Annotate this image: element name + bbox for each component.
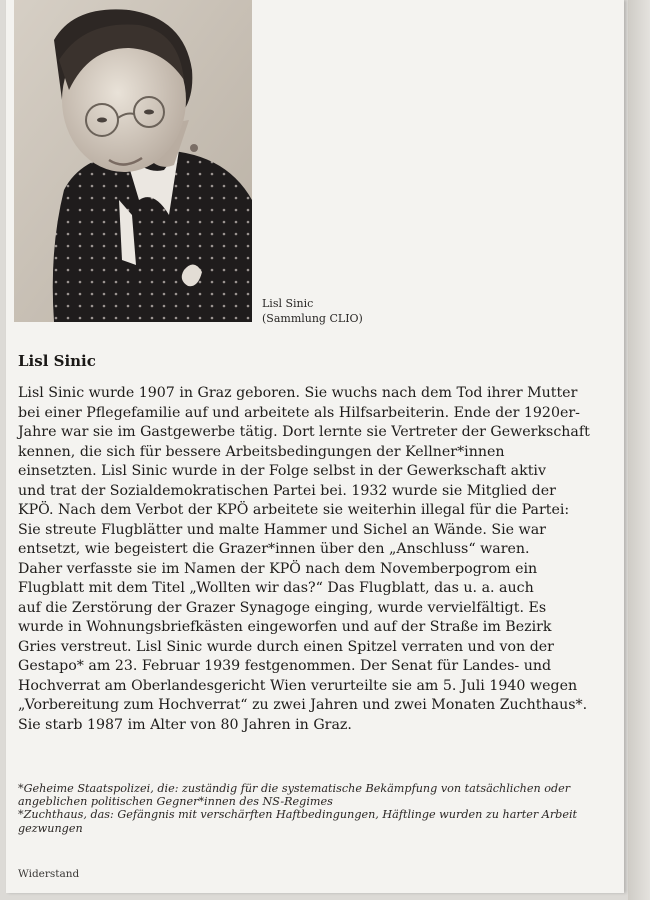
text-line: Sie streute Flugblätter und malte Hammer und Sichel an Wände. Sie war — [18, 521, 546, 538]
text-line: Daher verfasste sie im Namen der KPÖ nach dem Novemberpogrom ein — [18, 560, 538, 577]
text-line: entsetzt, wie begeistert die Grazer*innen über den „Anschluss“ waren. — [18, 541, 530, 557]
text-line: bei einer Pflegefamilie auf und arbeitete als Hilfsarbeiterin. Ende der 1920er- — [18, 404, 580, 421]
section-label: Widerstand — [18, 868, 80, 880]
text-line: Sie starb 1987 im Alter von 80 Jahren in Graz. — [18, 716, 352, 733]
text-line: auf die Zerstörung der Grazer Synagoge einging, wurde vervielfältigt. Es — [18, 599, 547, 616]
footnote-line: *Geheime Staatspolizei, die: zuständig für die systematische Bekämpfung von tatsächlichen oder — [18, 782, 571, 795]
biography-heading: Lisl Sinic — [18, 352, 96, 370]
portrait-photo — [14, 0, 252, 322]
footnote-line: *Zuchthaus, das: Gefängnis mit verschärften Haftbedingungen, Häftlinge wurden zu harter Arbeit — [18, 808, 578, 822]
text-line: und trat der Sozialdemokratischen Partei bei. 1932 wurde sie Mitglied der — [18, 482, 556, 499]
text-line: Gries verstreut. Lisl Sinic wurde durch einen Spitzel verraten und von der — [18, 638, 554, 655]
text-line: KPÖ. Nach dem Verbot der KPÖ arbeitete sie weiterhin illegal für die Partei: — [18, 502, 570, 518]
wall-edge — [628, 0, 650, 900]
text-line: Gestapo* am 23. Februar 1939 festgenommen. Der Senat für Landes- und — [18, 658, 552, 674]
text-line: wurde in Wohnungsbriefkästen eingeworfen und auf der Straße im Bezirk — [18, 619, 552, 635]
text-line: Lisl Sinic wurde 1907 in Graz geboren. Sie wuchs nach dem Tod ihrer Mutter — [18, 385, 578, 401]
biography-text — [18, 384, 618, 735]
photo-caption — [262, 296, 363, 326]
footnote-line: angeblichen politischen Gegner*innen des NS-Regimes — [18, 795, 333, 809]
portrait-illustration — [14, 0, 252, 322]
text-line: Flugblatt mit dem Titel „Wollten wir das?“ Das Flugblatt, das u. a. auch — [18, 580, 534, 596]
text-line: kennen, die sich für bessere Arbeitsbedingungen der Kellner*innen — [18, 443, 505, 460]
caption-source: (Sammlung CLIO) — [262, 312, 363, 325]
text-line: einsetzten. Lisl Sinic wurde in der Folge selbst in der Gewerkschaft aktiv — [18, 463, 546, 479]
text-line: Jahre war sie im Gastgewerbe tätig. Dort lernte sie Vertreter der Gewerkschaft — [18, 424, 590, 440]
footnotes — [18, 782, 618, 835]
text-line: „Vorbereitung zum Hochverrat“ zu zwei Jahren und zwei Monaten Zuchthaus*. — [18, 697, 588, 713]
caption-name: Lisl Sinic — [262, 297, 314, 310]
text-line: Hochverrat am Oberlandesgericht Wien verurteilte sie am 5. Juli 1940 wegen — [18, 677, 578, 694]
footnote-line: gezwungen — [18, 821, 83, 835]
